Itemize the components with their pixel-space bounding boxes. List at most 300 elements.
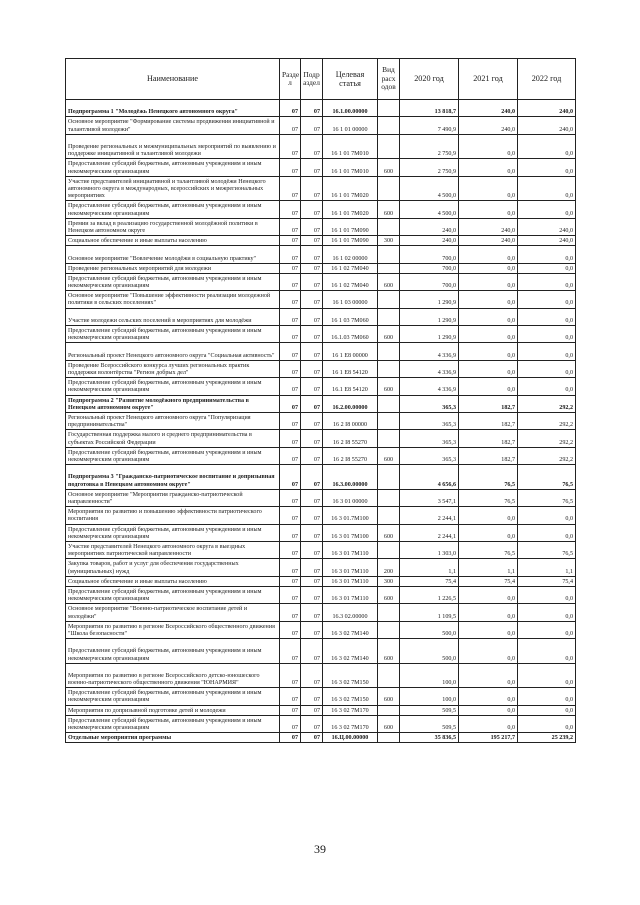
row-name: Участие представителей инициативной и талантливой молодёжи Ненецкого автономного округа в международных, всероссийских и межрегиональных мероприятиях xyxy=(66,176,280,201)
row-value-2020: 1 290,9 xyxy=(400,291,459,308)
row-value-2020: 100,0 xyxy=(400,663,459,688)
row-expense-type xyxy=(378,395,400,412)
row-value-2021: 0,0 xyxy=(459,291,518,308)
table-row xyxy=(66,586,576,603)
row-name: Мероприятия по развитию и повышению эффективности патриотического воспитания xyxy=(66,507,280,524)
row-target-article: 16 1 01 7М090 xyxy=(323,218,378,235)
row-name: Социальное обеспечение и иные выплаты населению xyxy=(66,576,280,586)
row-section: 07 xyxy=(280,639,301,664)
row-section: 07 xyxy=(280,273,301,290)
row-name: Подпрограмма 1 "Молодёжь Ненецкого автономного округа" xyxy=(66,100,280,117)
row-value-2022: 0,0 xyxy=(518,604,576,621)
row-name: Мероприятия по допризывной подготовке детей и молодежи xyxy=(66,705,280,715)
row-subsection: 07 xyxy=(301,291,323,308)
row-section: 07 xyxy=(280,489,301,506)
row-name: Государственная поддержка малого и среднего предпринимательства в субъектах Российской Федерации xyxy=(66,430,280,447)
row-section: 07 xyxy=(280,413,301,430)
row-section: 07 xyxy=(280,236,301,246)
row-subsection: 07 xyxy=(301,218,323,235)
row-value-2021: 0,0 xyxy=(459,378,518,395)
table-row xyxy=(66,430,576,447)
row-value-2021: 195 217,7 xyxy=(459,733,518,743)
row-value-2020: 4 500,0 xyxy=(400,176,459,201)
row-expense-type: 600 xyxy=(378,326,400,343)
row-value-2020: 700,0 xyxy=(400,273,459,290)
row-value-2022: 0,0 xyxy=(518,263,576,273)
row-expense-type: 300 xyxy=(378,576,400,586)
header-section: Разде л xyxy=(280,59,301,100)
row-expense-type xyxy=(378,430,400,447)
row-target-article: 16 2 I8 55270 xyxy=(323,447,378,464)
header-year-2021: 2021 год xyxy=(459,59,518,100)
row-target-article: 16.2.00.00000 xyxy=(323,395,378,412)
row-value-2022: 0,0 xyxy=(518,343,576,360)
budget-table-body xyxy=(66,100,576,743)
row-name: Региональный проект Ненецкого автономного округа "Популяризация предпринимательства" xyxy=(66,413,280,430)
row-name: Подпрограмма 3 "Гражданско-патриотическое воспитание и допризывная подготовка в Ненецком автономном округе" xyxy=(66,465,280,490)
row-value-2020: 13 818,7 xyxy=(400,100,459,117)
row-value-2022: 240,0 xyxy=(518,218,576,235)
row-name: Мероприятия по развитию в регионе Всероссийского общественного движения "Школа безопасности" xyxy=(66,621,280,638)
row-value-2021: 0,0 xyxy=(459,326,518,343)
row-target-article: 16.Ц.00.00000 xyxy=(323,733,378,743)
row-value-2020: 700,0 xyxy=(400,246,459,263)
row-value-2021: 0,0 xyxy=(459,524,518,541)
row-name: Основное мероприятие "Формирование системы продвижения инициативной и талантливой молодежи" xyxy=(66,117,280,134)
row-expense-type: 600 xyxy=(378,159,400,176)
row-subsection: 07 xyxy=(301,263,323,273)
row-target-article: 16 1 03 7М060 xyxy=(323,308,378,325)
row-expense-type xyxy=(378,246,400,263)
row-value-2020: 4 336,9 xyxy=(400,378,459,395)
row-value-2020: 3 547,1 xyxy=(400,489,459,506)
table-row xyxy=(66,100,576,117)
row-name: Основное мероприятие "Мероприятия гражданско-патриотической направленности" xyxy=(66,489,280,506)
row-expense-type xyxy=(378,705,400,715)
header-target-article: Целевая статья xyxy=(323,59,378,100)
row-value-2022: 0,0 xyxy=(518,639,576,664)
row-section: 07 xyxy=(280,326,301,343)
row-name: Предоставление субсидий бюджетным, автономным учреждениям и иным некоммерческим организациям xyxy=(66,586,280,603)
header-subsection: Подр аздел xyxy=(301,59,323,100)
row-section: 07 xyxy=(280,134,301,159)
row-subsection: 07 xyxy=(301,639,323,664)
row-section: 07 xyxy=(280,559,301,576)
table-row xyxy=(66,604,576,621)
row-value-2020: 4 336,9 xyxy=(400,360,459,377)
row-target-article: 16 1 01 7М090 xyxy=(323,236,378,246)
row-target-article: 16 3 02 7М150 xyxy=(323,688,378,705)
row-target-article: 16 3 01 7М110 xyxy=(323,576,378,586)
row-value-2022: 25 239,2 xyxy=(518,733,576,743)
row-value-2022: 0,0 xyxy=(518,705,576,715)
row-expense-type: 600 xyxy=(378,378,400,395)
row-value-2021: 0,0 xyxy=(459,639,518,664)
row-target-article: 16 3 02 7М150 xyxy=(323,663,378,688)
table-row xyxy=(66,559,576,576)
row-section: 07 xyxy=(280,663,301,688)
table-row xyxy=(66,308,576,325)
row-expense-type xyxy=(378,134,400,159)
table-row xyxy=(66,489,576,506)
row-section: 07 xyxy=(280,447,301,464)
row-value-2021: 240,0 xyxy=(459,236,518,246)
row-value-2021: 0,0 xyxy=(459,604,518,621)
row-value-2021: 0,0 xyxy=(459,201,518,218)
row-subsection: 07 xyxy=(301,343,323,360)
row-subsection: 07 xyxy=(301,447,323,464)
row-value-2021: 182,7 xyxy=(459,447,518,464)
row-expense-type: 600 xyxy=(378,273,400,290)
row-value-2022: 292,2 xyxy=(518,447,576,464)
row-section: 07 xyxy=(280,541,301,558)
row-name: Предоставление субсидий бюджетным, автономным учреждениям и иным некоммерческим организациям xyxy=(66,688,280,705)
row-name: Региональный проект Ненецкого автономного округа "Социальная активность" xyxy=(66,343,280,360)
row-expense-type: 600 xyxy=(378,524,400,541)
row-name: Проведение Всероссийского конкурса лучших региональных практик поддержки волонтёрства "Регион добрых дел" xyxy=(66,360,280,377)
row-value-2020: 4 336,9 xyxy=(400,343,459,360)
row-section: 07 xyxy=(280,263,301,273)
row-target-article: 16.3.00.00000 xyxy=(323,465,378,490)
row-target-article: 16 1 01 7М010 xyxy=(323,134,378,159)
row-value-2020: 35 836,5 xyxy=(400,733,459,743)
row-subsection: 07 xyxy=(301,586,323,603)
row-value-2022: 0,0 xyxy=(518,176,576,201)
table-row xyxy=(66,465,576,490)
row-value-2020: 1 226,5 xyxy=(400,586,459,603)
row-value-2022: 0,0 xyxy=(518,291,576,308)
row-subsection: 07 xyxy=(301,733,323,743)
header-expense-type: Вид расх одов xyxy=(378,59,400,100)
row-name: Проведение региональных мероприятий для молодежи xyxy=(66,263,280,273)
row-name: Социальное обеспечение и иные выплаты населению xyxy=(66,236,280,246)
table-row xyxy=(66,705,576,715)
row-value-2020: 500,0 xyxy=(400,621,459,638)
table-row xyxy=(66,246,576,263)
row-target-article: 16 1 E8 54120 xyxy=(323,360,378,377)
row-value-2021: 0,0 xyxy=(459,176,518,201)
row-expense-type xyxy=(378,100,400,117)
row-value-2021: 0,0 xyxy=(459,688,518,705)
row-subsection: 07 xyxy=(301,176,323,201)
row-target-article: 16 1 02 7М040 xyxy=(323,263,378,273)
row-target-article: 16.1.03 7М060 xyxy=(323,326,378,343)
table-row xyxy=(66,176,576,201)
row-value-2022: 240,0 xyxy=(518,236,576,246)
row-section: 07 xyxy=(280,100,301,117)
row-subsection: 07 xyxy=(301,465,323,490)
row-section: 07 xyxy=(280,378,301,395)
row-expense-type xyxy=(378,117,400,134)
table-row xyxy=(66,576,576,586)
row-value-2022: 292,2 xyxy=(518,395,576,412)
row-subsection: 07 xyxy=(301,395,323,412)
row-value-2021: 0,0 xyxy=(459,715,518,732)
row-value-2020: 700,0 xyxy=(400,263,459,273)
row-subsection: 07 xyxy=(301,100,323,117)
row-section: 07 xyxy=(280,705,301,715)
row-target-article: 16 1 E8 00000 xyxy=(323,343,378,360)
row-value-2021: 240,0 xyxy=(459,117,518,134)
row-target-article: 16 3 02 7М170 xyxy=(323,715,378,732)
row-section: 07 xyxy=(280,430,301,447)
row-expense-type xyxy=(378,663,400,688)
table-row xyxy=(66,263,576,273)
table-row xyxy=(66,291,576,308)
row-value-2020: 240,0 xyxy=(400,236,459,246)
table-row xyxy=(66,134,576,159)
row-value-2022: 0,0 xyxy=(518,308,576,325)
row-value-2022: 0,0 xyxy=(518,524,576,541)
row-value-2020: 365,3 xyxy=(400,413,459,430)
row-target-article: 16 3 01 7М110 xyxy=(323,586,378,603)
budget-table xyxy=(65,58,576,743)
row-expense-type xyxy=(378,733,400,743)
row-expense-type xyxy=(378,308,400,325)
row-section: 07 xyxy=(280,621,301,638)
table-row xyxy=(66,117,576,134)
row-value-2020: 240,0 xyxy=(400,218,459,235)
table-row xyxy=(66,413,576,430)
row-value-2021: 0,0 xyxy=(459,246,518,263)
row-value-2022: 0,0 xyxy=(518,621,576,638)
row-name: Участие представителей Ненецкого автономного округа в выездных мероприятиях патриотической направленности xyxy=(66,541,280,558)
table-row xyxy=(66,218,576,235)
row-value-2022: 0,0 xyxy=(518,663,576,688)
row-name: Предоставление субсидий бюджетным, автономным учреждениям и иным некоммерческим организациям xyxy=(66,326,280,343)
row-name: Предоставление субсидий бюджетным, автономным учреждениям и иным некоммерческим организациям xyxy=(66,715,280,732)
row-subsection: 07 xyxy=(301,117,323,134)
row-value-2022: 76,5 xyxy=(518,489,576,506)
row-value-2021: 0,0 xyxy=(459,159,518,176)
row-section: 07 xyxy=(280,507,301,524)
row-value-2021: 1,1 xyxy=(459,559,518,576)
row-target-article: 16 3 01 7М100 xyxy=(323,524,378,541)
row-name: Мероприятия по развитию в регионе Всероссийского детско-юношеского военно-патриотического общественного движения "ЮНАРМИЯ" xyxy=(66,663,280,688)
row-expense-type xyxy=(378,413,400,430)
row-value-2022: 0,0 xyxy=(518,378,576,395)
table-row xyxy=(66,715,576,732)
table-row xyxy=(66,378,576,395)
row-section: 07 xyxy=(280,176,301,201)
row-target-article: 16 1 03 00000 xyxy=(323,291,378,308)
row-value-2022: 0,0 xyxy=(518,586,576,603)
row-section: 07 xyxy=(280,604,301,621)
row-name: Проведение региональных и межмуниципальных мероприятий по выявлению и поддержке инициативной и талантливой молодежи xyxy=(66,134,280,159)
row-value-2020: 7 490,9 xyxy=(400,117,459,134)
row-name: Предоставление субсидий бюджетным, автономным учреждениям и иным некоммерческим организациям xyxy=(66,201,280,218)
row-value-2021: 0,0 xyxy=(459,507,518,524)
row-target-article: 16 3 02 7М140 xyxy=(323,639,378,664)
row-target-article: 16 1 01 7М020 xyxy=(323,176,378,201)
row-value-2020: 1 290,9 xyxy=(400,308,459,325)
row-value-2020: 2 750,9 xyxy=(400,159,459,176)
row-value-2021: 0,0 xyxy=(459,134,518,159)
row-name: Предоставление субсидий бюджетным, автономным учреждениям и иным некоммерческим организациям xyxy=(66,159,280,176)
row-value-2020: 1 109,5 xyxy=(400,604,459,621)
row-value-2020: 365,3 xyxy=(400,447,459,464)
row-value-2022: 0,0 xyxy=(518,246,576,263)
row-subsection: 07 xyxy=(301,201,323,218)
row-value-2020: 2 750,9 xyxy=(400,134,459,159)
row-subsection: 07 xyxy=(301,604,323,621)
row-section: 07 xyxy=(280,246,301,263)
row-target-article: 16 1 01 00000 xyxy=(323,117,378,134)
row-value-2021: 182,7 xyxy=(459,395,518,412)
row-subsection: 07 xyxy=(301,134,323,159)
row-value-2020: 1,1 xyxy=(400,559,459,576)
row-value-2020: 500,0 xyxy=(400,639,459,664)
row-name: Подпрограмма 2 "Развитие молодёжного предпринимательства в Ненецком автономном округе" xyxy=(66,395,280,412)
row-value-2022: 240,0 xyxy=(518,117,576,134)
page-number: 39 xyxy=(314,842,326,856)
table-row xyxy=(66,447,576,464)
row-value-2022: 76,5 xyxy=(518,465,576,490)
row-value-2022: 0,0 xyxy=(518,201,576,218)
row-expense-type xyxy=(378,360,400,377)
row-expense-type: 200 xyxy=(378,559,400,576)
row-value-2021: 182,7 xyxy=(459,413,518,430)
row-target-article: 16.3 02.00000 xyxy=(323,604,378,621)
row-target-article: 16 1 02 00000 xyxy=(323,246,378,263)
row-target-article: 16 1 01 7М020 xyxy=(323,201,378,218)
row-expense-type xyxy=(378,541,400,558)
row-value-2021: 240,0 xyxy=(459,100,518,117)
row-name: Отдельные мероприятия программы xyxy=(66,733,280,743)
row-subsection: 07 xyxy=(301,688,323,705)
row-value-2020: 100,0 xyxy=(400,688,459,705)
table-row xyxy=(66,159,576,176)
row-subsection: 07 xyxy=(301,273,323,290)
row-subsection: 07 xyxy=(301,705,323,715)
row-subsection: 07 xyxy=(301,360,323,377)
row-section: 07 xyxy=(280,159,301,176)
row-section: 07 xyxy=(280,291,301,308)
row-expense-type: 600 xyxy=(378,447,400,464)
header-name: Наименование xyxy=(66,59,280,100)
row-name: Предоставление субсидий бюджетным, автономным учреждениям и иным некоммерческим организациям xyxy=(66,378,280,395)
row-value-2020: 1 290,9 xyxy=(400,326,459,343)
row-subsection: 07 xyxy=(301,489,323,506)
row-value-2022: 0,0 xyxy=(518,360,576,377)
row-name: Основное мероприятие "Военно-патриотическое воспитание детей и молодёжи" xyxy=(66,604,280,621)
row-name: Предоставление субсидий бюджетным, автономным учреждениям и иным некоммерческим организациям xyxy=(66,273,280,290)
table-row xyxy=(66,524,576,541)
row-value-2021: 76,5 xyxy=(459,489,518,506)
row-section: 07 xyxy=(280,117,301,134)
row-value-2021: 0,0 xyxy=(459,308,518,325)
row-subsection: 07 xyxy=(301,663,323,688)
row-section: 07 xyxy=(280,218,301,235)
row-name: Премии за вклад в реализацию государственной молодёжной политики в Ненецком автономном округе xyxy=(66,218,280,235)
row-subsection: 07 xyxy=(301,559,323,576)
row-subsection: 07 xyxy=(301,246,323,263)
row-expense-type: 600 xyxy=(378,715,400,732)
row-target-article: 16 3 01.7М100 xyxy=(323,507,378,524)
row-subsection: 07 xyxy=(301,715,323,732)
row-section: 07 xyxy=(280,688,301,705)
row-value-2021: 76,5 xyxy=(459,465,518,490)
table-row xyxy=(66,343,576,360)
row-expense-type xyxy=(378,263,400,273)
row-value-2022: 0,0 xyxy=(518,507,576,524)
row-name: Закупка товаров, работ и услуг для обеспечения государственных (муниципальных) нужд xyxy=(66,559,280,576)
row-value-2022: 0,0 xyxy=(518,688,576,705)
row-subsection: 07 xyxy=(301,308,323,325)
row-target-article: 16.1 E8 54120 xyxy=(323,378,378,395)
table-header-row xyxy=(66,59,576,100)
row-value-2022: 292,2 xyxy=(518,430,576,447)
row-value-2021: 0,0 xyxy=(459,705,518,715)
row-value-2022: 76,5 xyxy=(518,541,576,558)
row-subsection: 07 xyxy=(301,378,323,395)
row-expense-type xyxy=(378,604,400,621)
row-value-2022: 75,4 xyxy=(518,576,576,586)
row-value-2021: 0,0 xyxy=(459,663,518,688)
row-name: Участие молодежи сельских поселений в мероприятиях для молодёжи xyxy=(66,308,280,325)
row-value-2021: 76,5 xyxy=(459,541,518,558)
row-value-2022: 1,1 xyxy=(518,559,576,576)
row-expense-type xyxy=(378,507,400,524)
row-target-article: 16 3 01 7М110 xyxy=(323,559,378,576)
header-year-2020: 2020 год xyxy=(400,59,459,100)
row-value-2020: 2 244,1 xyxy=(400,507,459,524)
row-expense-type: 600 xyxy=(378,688,400,705)
row-section: 07 xyxy=(280,395,301,412)
row-value-2020: 509,5 xyxy=(400,705,459,715)
row-target-article: 16 2 I8 55270 xyxy=(323,430,378,447)
row-name: Предоставление субсидий бюджетным, автономным учреждениям и иным некоммерческим организациям xyxy=(66,639,280,664)
table-row xyxy=(66,395,576,412)
row-subsection: 07 xyxy=(301,430,323,447)
row-expense-type xyxy=(378,489,400,506)
row-section: 07 xyxy=(280,308,301,325)
table-row xyxy=(66,360,576,377)
row-value-2022: 292,2 xyxy=(518,413,576,430)
row-expense-type xyxy=(378,176,400,201)
table-row xyxy=(66,507,576,524)
row-section: 07 xyxy=(280,360,301,377)
row-value-2022: 0,0 xyxy=(518,326,576,343)
row-subsection: 07 xyxy=(301,326,323,343)
table-row xyxy=(66,733,576,743)
row-target-article: 16.1.00.00000 xyxy=(323,100,378,117)
row-expense-type: 600 xyxy=(378,201,400,218)
row-expense-type xyxy=(378,621,400,638)
table-row xyxy=(66,326,576,343)
row-expense-type xyxy=(378,291,400,308)
row-subsection: 07 xyxy=(301,576,323,586)
row-section: 07 xyxy=(280,465,301,490)
row-name: Основное мероприятие "Повышение эффективности реализации молодежной политики в сельских поселениях" xyxy=(66,291,280,308)
row-value-2021: 0,0 xyxy=(459,586,518,603)
row-value-2022: 240,0 xyxy=(518,100,576,117)
row-target-article: 16 1 02 7М040 xyxy=(323,273,378,290)
row-name: Основное мероприятие "Вовлечение молодёжи в социальную практику" xyxy=(66,246,280,263)
row-value-2020: 1 303,0 xyxy=(400,541,459,558)
row-value-2022: 0,0 xyxy=(518,159,576,176)
row-target-article: 16 3 01 7М110 xyxy=(323,541,378,558)
row-value-2020: 365,3 xyxy=(400,430,459,447)
row-value-2020: 75,4 xyxy=(400,576,459,586)
table-row xyxy=(66,236,576,246)
row-section: 07 xyxy=(280,524,301,541)
table-row xyxy=(66,688,576,705)
row-value-2021: 240,0 xyxy=(459,218,518,235)
table-row xyxy=(66,273,576,290)
row-value-2022: 0,0 xyxy=(518,273,576,290)
table-row xyxy=(66,621,576,638)
